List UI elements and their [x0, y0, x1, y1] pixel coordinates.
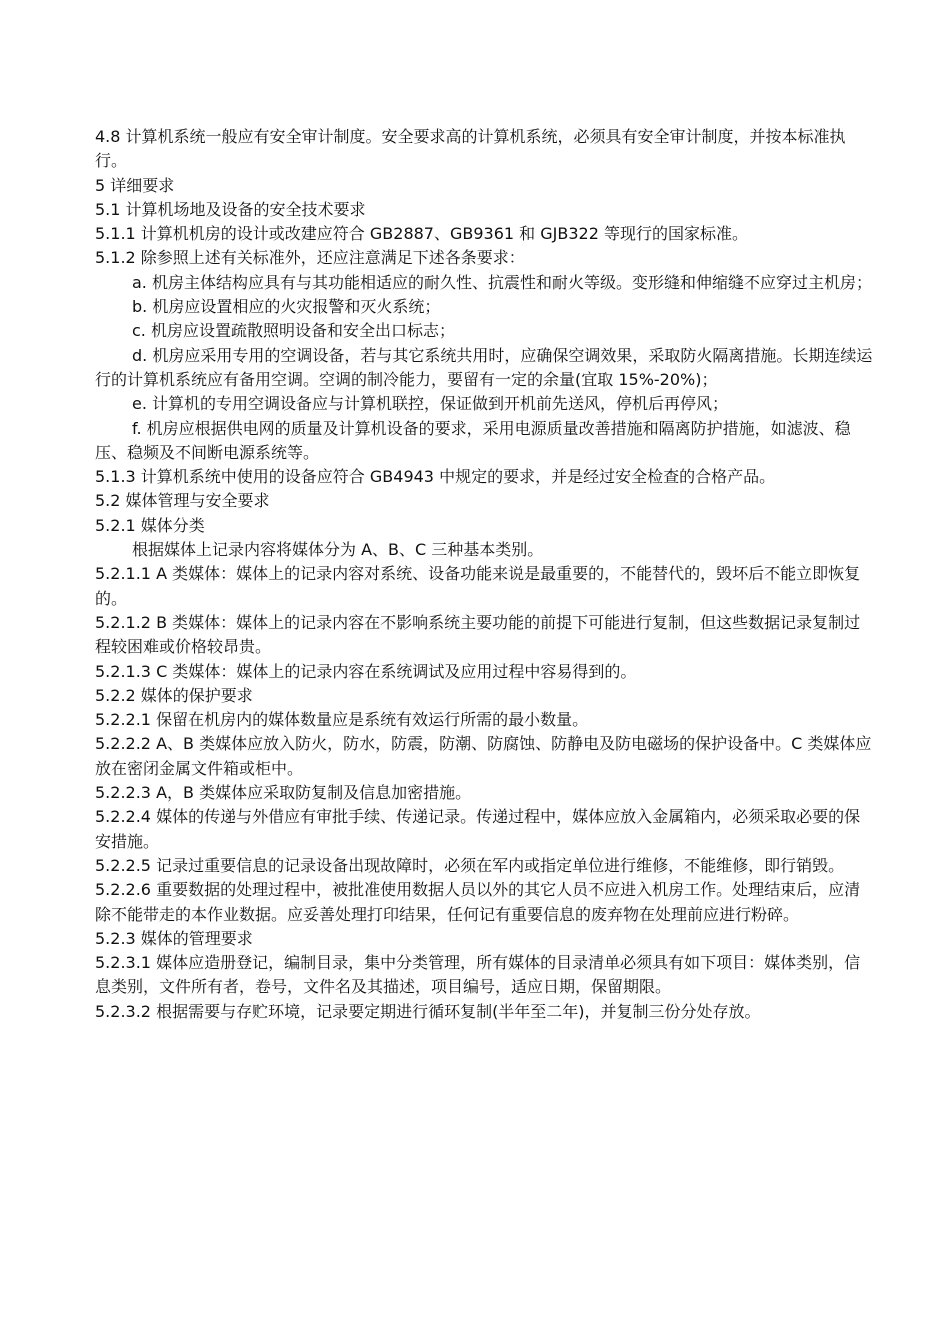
paragraph-5-1-3: 5.1.3 计算机系统中使用的设备应符合 GB4943 中规定的要求，并是经过安全检查的合格产品。	[95, 467, 776, 487]
paragraph-5-2-2-5: 5.2.2.5 记录过重要信息的记录设备出现故障时，必须在军内或指定单位进行维修，不能维修，即行销毁。	[95, 855, 845, 875]
paragraph-5-2-3-2: 5.2.3.2 根据需要与存贮环境，记录要定期进行循环复制(半年至二年)，并复制三份分处存放。	[95, 1001, 761, 1021]
paragraph-5-2-1-3: 5.2.1.3 C 类媒体：媒体上的记录内容在系统调试及应用过程中容易得到的。	[95, 661, 637, 681]
paragraph-5-2-1-1: 5.2.1.1 A 类媒体：媒体上的记录内容对系统、设备功能来说是最重要的，不能替代的，毁坏后不能立即恢复的。	[95, 564, 861, 608]
paragraph-4-8: 4.8 计算机系统一般应有安全审计制度。安全要求高的计算机系统，必须具有安全审计制度，并按本标准执行。	[95, 127, 846, 171]
paragraph-5-2-1-2: 5.2.1.2 B 类媒体：媒体上的记录内容在不影响系统主要功能的前提下可能进行复制，但这些数据记录复制过程较困难或价格较昂贵。	[95, 612, 861, 657]
document-page	[95, 125, 875, 1024]
heading-5-1: 5.1 计算机场地及设备的安全技术要求	[95, 199, 366, 219]
list-item-c: c. 机房应设置疏散照明设备和安全出口标志；	[132, 321, 455, 341]
paragraph-5-2-2-2: 5.2.2.2 A、B 类媒体应放入防火，防水，防震，防潮、防腐蚀、防静电及防电磁场的保护设备中。C 类媒体应放在密闭金属文件箱或柜中。	[95, 734, 872, 778]
heading-5-2: 5.2 媒体管理与安全要求	[95, 491, 270, 511]
list-item-d: d. 机房应采用专用的空调设备，若与其它系统共用时，应确保空调效果，采取防火隔离措施。长期连续运行的计算机系统应有备用空调。空调的制冷能力，要留有一定的余量(宜取 15%-20%)；	[95, 345, 873, 389]
paragraph-5-2-3-1: 5.2.3.1 媒体应造册登记，编制目录，集中分类管理，所有媒体的目录清单必须具有如下项目：媒体类别，信息类别，文件所有者，卷号，文件名及其描述，项目编号，适应日期，保留期限。	[95, 953, 861, 997]
heading-5-2-1: 5.2.1 媒体分类	[95, 515, 205, 535]
paragraph-5-1-2: 5.1.2 除参照上述有关标准外，还应注意满足下述各条要求：	[95, 248, 525, 268]
heading-5-2-2: 5.2.2 媒体的保护要求	[95, 685, 253, 705]
paragraph-5-2-2-6: 5.2.2.6 重要数据的处理过程中，被批准使用数据人员以外的其它人员不应进入机房工作。处理结束后，应清除不能带走的本作业数据。应妥善处理打印结果，任何记有重要信息的废弃物在处理前应进行粉碎。	[95, 880, 861, 924]
paragraph-5-2-2-4: 5.2.2.4 媒体的传递与外借应有审批手续、传递记录。传递过程中，媒体应放入金属箱内，必须采取必要的保安措施。	[95, 807, 861, 851]
paragraph-5-1-1: 5.1.1 计算机机房的设计或改建应符合 GB2887、GB9361 和 GJB322 等现行的国家标准。	[95, 224, 748, 244]
list-item-f: f. 机房应根据供电网的质量及计算机设备的要求，采用电源质量改善措施和隔离防护措施，如滤波、稳压、稳频及不间断电源系统等。	[95, 418, 851, 462]
list-item-a: a. 机房主体结构应具有与其功能相适应的耐久性、抗震性和耐火等级。变形缝和伸缩缝不应穿过主机房；	[132, 272, 872, 292]
paragraph-5-2-2-1: 5.2.2.1 保留在机房内的媒体数量应是系统有效运行所需的最小数量。	[95, 710, 589, 730]
heading-5-2-3: 5.2.3 媒体的管理要求	[95, 928, 253, 948]
list-item-b: b. 机房应设置相应的火灾报警和灭火系统；	[132, 297, 441, 317]
paragraph-5-2-2-3: 5.2.2.3 A，B 类媒体应采取防复制及信息加密措施。	[95, 783, 472, 803]
paragraph-media-classes: 根据媒体上记录内容将媒体分为 A、B、C 三种基本类别。	[132, 540, 544, 560]
list-item-e: e. 计算机的专用空调设备应与计算机联控，保证做到开机前先送风，停机后再停风；	[132, 394, 729, 414]
heading-5: 5 详细要求	[95, 175, 175, 195]
